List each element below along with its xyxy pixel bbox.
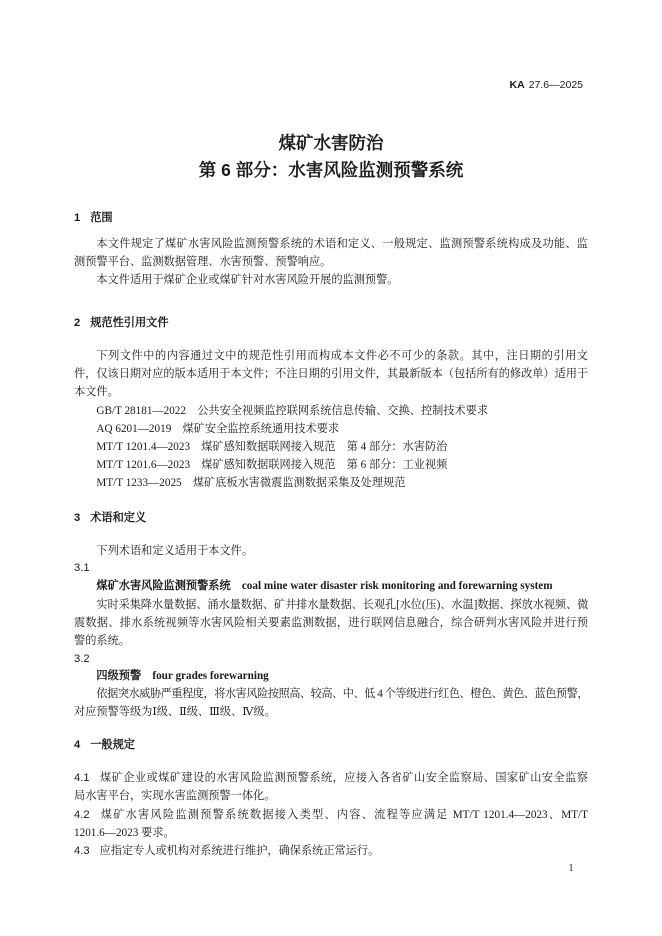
section-heading-terms-definitions [74,509,588,527]
term-line [74,667,588,685]
paragraph-line: 测预警平台、监测数据管理、水害预警、预警响应。 [74,256,332,268]
reference-list [74,402,588,492]
reference-title: 煤矿安全监控系统通用技术要求 [182,423,340,435]
title-line-2: 第 6 部分：水害风险监测预警系统 [198,160,464,180]
definition-line: 震数据、排水系统视频等水害风险相关要素监测数据，进行联网信息融合，综合研判水害风险并进行预 [74,617,588,629]
paragraph-line: 件，仅该日期对应的版本适用于本文件；不注日期的引用文件，其最新版本（包括所有的修改单）适用于 [74,368,588,380]
clause-text: 煤矿水害风险监测预警系统数据接入类型、内容、流程等应满足 MT/T 1201.4—2023、MT/T [99,809,588,821]
term-definition [74,685,588,721]
standard-code-prefix: KA [509,79,525,91]
section-title: 范围 [90,212,113,224]
reference-item [74,420,588,438]
reference-code: MT/T 1201.6—2023 [96,459,191,471]
clause-line [74,842,588,860]
reference-item [74,438,588,456]
reference-code: MT/T 1233—2025 [96,477,182,489]
document-title [74,130,588,184]
reference-title: 公共安全视频监控联网系统信息传输、交换、控制技术要求 [197,405,489,417]
section-title: 规范性引用文件 [90,317,169,329]
standard-code-number: 27.6—2025 [528,79,583,91]
references-paragraph [74,347,588,401]
term-english: four grades forewarning [152,670,269,682]
reference-title: 煤矿感知数据联网接入规范 第 6 部分：工业视频 [201,459,448,471]
term-number-label: 3.1 [74,562,90,574]
reference-code: AQ 6201—2019 [96,423,172,435]
clause-line [74,769,588,787]
section-number: 3 [74,512,81,524]
clause-4-1 [74,769,588,805]
paragraph-line: 本文件适用于煤矿企业或煤矿针对水害风险开展的监测预警。 [96,274,399,286]
term-chinese: 四级预警 [96,670,142,682]
paragraph-line: 本文件规定了煤矿水害风险监测预警系统的术语和定义、一般规定、监测预警系统构成及功能、监 [96,238,588,250]
section-title: 一般规定 [90,739,135,751]
section-heading-normative-references [74,314,588,332]
section-title: 术语和定义 [90,512,147,524]
clause-4-3 [74,842,588,860]
section-number: 2 [74,317,81,329]
reference-item [74,456,588,474]
reference-title: 煤矿底板水害微震监测数据采集及处理规范 [192,477,406,489]
page-number: 1 [568,863,574,874]
term-definition [74,596,588,650]
term-number [74,559,588,577]
scope-paragraph-1 [74,235,588,271]
clause-text: 应指定专人或机构对系统进行维护，确保系统正常运行。 [99,845,380,857]
clause-number: 4.1 [74,772,90,784]
reference-item [74,402,588,420]
clause-text: 煤矿企业或煤矿建设的水害风险监测预警系统，应接入各省矿山安全监察局、国家矿山安全监察 [99,772,588,784]
terms-intro [74,542,588,560]
term-line [74,577,588,595]
clause-line: 1201.6—2023 要求。 [74,827,175,839]
term-entry [74,667,588,685]
term-english: coal mine water disaster risk monitoring and forewarning system [241,580,553,592]
paragraph-line: 下列文件中的内容通过文中的规范性引用而构成本文件必不可少的条款。其中，注日期的引用文 [96,350,588,362]
reference-code: MT/T 1201.4—2023 [96,441,191,453]
term-number-label: 3.2 [74,653,90,665]
title-line-1: 煤矿水害防治 [278,133,384,153]
term-number [74,650,588,668]
reference-item [74,474,588,492]
clause-line: 局水害平台，实现水害监测预警一体化。 [74,790,276,802]
term-entry [74,577,588,595]
reference-code: GB/T 28181—2022 [96,405,186,417]
clause-number: 4.2 [74,809,90,821]
clause-number: 4.3 [74,845,90,857]
definition-line: 对应预警等级为Ⅰ级、Ⅱ级、Ⅲ级、Ⅳ级。 [74,706,276,718]
clause-4-2 [74,806,588,842]
standard-code-header [510,76,583,94]
clause-line [74,806,588,824]
reference-title: 煤矿感知数据联网接入规范 第 4 部分：水害防治 [201,441,448,453]
paragraph-line: 下列术语和定义适用于本文件。 [96,545,254,557]
scope-paragraph-2 [74,271,588,289]
definition-line: 实时采集降水量数据、涌水量数据、矿井排水量数据、长观孔[水位(压)、水温]数据、探放水视频、微 [96,599,588,611]
definition-line: 依据突水威胁严重程度，将水害风险按照高、较高、中、低 4 个等级进行红色、橙色、黄色、蓝色预警， [96,688,588,700]
section-heading-scope [74,209,588,227]
definition-line: 警的系统。 [74,635,130,647]
paragraph-line: 本文件。 [74,386,119,398]
section-number: 1 [74,212,81,224]
section-number: 4 [74,739,81,751]
term-chinese: 煤矿水害风险监测预警系统 [96,580,231,592]
section-heading-general-provisions [74,736,588,754]
